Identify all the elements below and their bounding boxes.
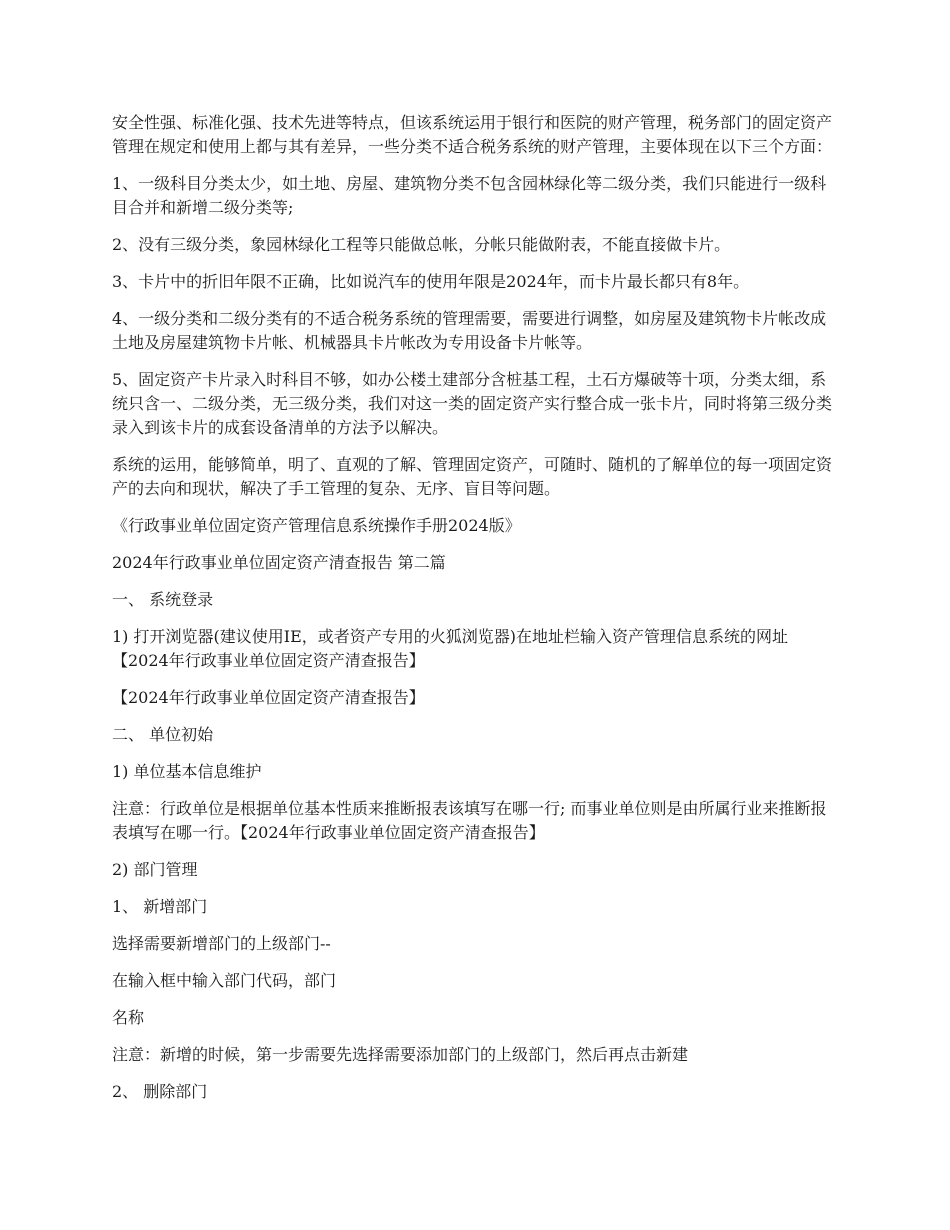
step-input-code: 在输入框中输入部门代码，部门 (112, 971, 337, 990)
step-open-browser: 1) 打开浏览器(建议使用IE，或者资产专用的火狐浏览器)在地址栏输入资产管理信息系统的网址【2024年行政事业单位固定资产清查报告】 (112, 627, 788, 670)
section-heading-part-two: 2024年行政事业单位固定资产清查报告 第二篇 (112, 553, 446, 572)
heading-system-login: 一、 系统登录 (112, 590, 214, 609)
paragraph-summary: 系统的运用，能够简单，明了、直观的了解、管理固定资产，可随时、随机的了解单位的每一项固定资产的去向和现状，解决了手工管理的复杂、无序、盲目等问题。 (112, 455, 833, 498)
step-name: 名称 (112, 1008, 145, 1027)
heading-unit-init: 二、 单位初始 (112, 725, 214, 744)
heading-add-dept: 1、 新增部门 (112, 897, 208, 916)
step-select-parent: 选择需要新增部门的上级部门-- (112, 934, 331, 953)
list-item-4: 4、一级分类和二级分类有的不适合税务系统的管理需要，需要进行调整，如房屋及建筑物卡片帐改成土地及房屋建筑物卡片帐、机械器具卡片帐改为专用设备卡片帐等。 (112, 309, 827, 352)
document-body (112, 111, 840, 1104)
note-add-first: 注意：新增的时候，第一步需要先选择需要添加部门的上级部门，然后再点击新建 (112, 1045, 689, 1064)
heading-delete-dept: 2、 删除部门 (112, 1082, 208, 1101)
step-unit-info: 1) 单位基本信息维护 (112, 762, 262, 781)
report-reference: 【2024年行政事业单位固定资产清查报告】 (112, 688, 425, 707)
list-item-5: 5、固定资产卡片录入时科目不够，如办公楼土建部分含桩基工程，土石方爆破等十项，分类太细，系统只含一、二级分类，无三级分类，我们对这一类的固定资产实行整合成一张卡片，同时将第三级分类录入到该卡片的成套设备清单的方法予以解决。 (112, 370, 833, 437)
paragraph-intro: 安全性强、标准化强、技术先进等特点，但该系统运用于银行和医院的财产管理，税务部门的固定资产管理在规定和使用上都与其有差异，一些分类不适合税务系统的财产管理，主要体现在以下三个方面： (112, 113, 833, 156)
note-report-row: 注意：行政单位是根据单位基本性质来推断报表该填写在哪一行; 而事业单位则是由所属行业来推断报表填写在哪一行。【2024年行政事业单位固定资产清查报告】 (112, 799, 827, 842)
list-item-2: 2、没有三级分类，象园林绿化工程等只能做总帐，分帐只能做附表，不能直接做卡片。 (112, 235, 731, 254)
step-dept-management: 2) 部门管理 (112, 860, 198, 879)
list-item-1: 1、一级科目分类太少，如土地、房屋、建筑物分类不包含园林绿化等二级分类，我们只能进行一级科目合并和新增二级分类等; (112, 174, 827, 217)
list-item-3: 3、卡片中的折旧年限不正确，比如说汽车的使用年限是2024年，而卡片最长都只有8年。 (112, 272, 750, 291)
manual-title: 《行政事业单位固定资产管理信息系统操作手册2024版》 (112, 516, 521, 535)
